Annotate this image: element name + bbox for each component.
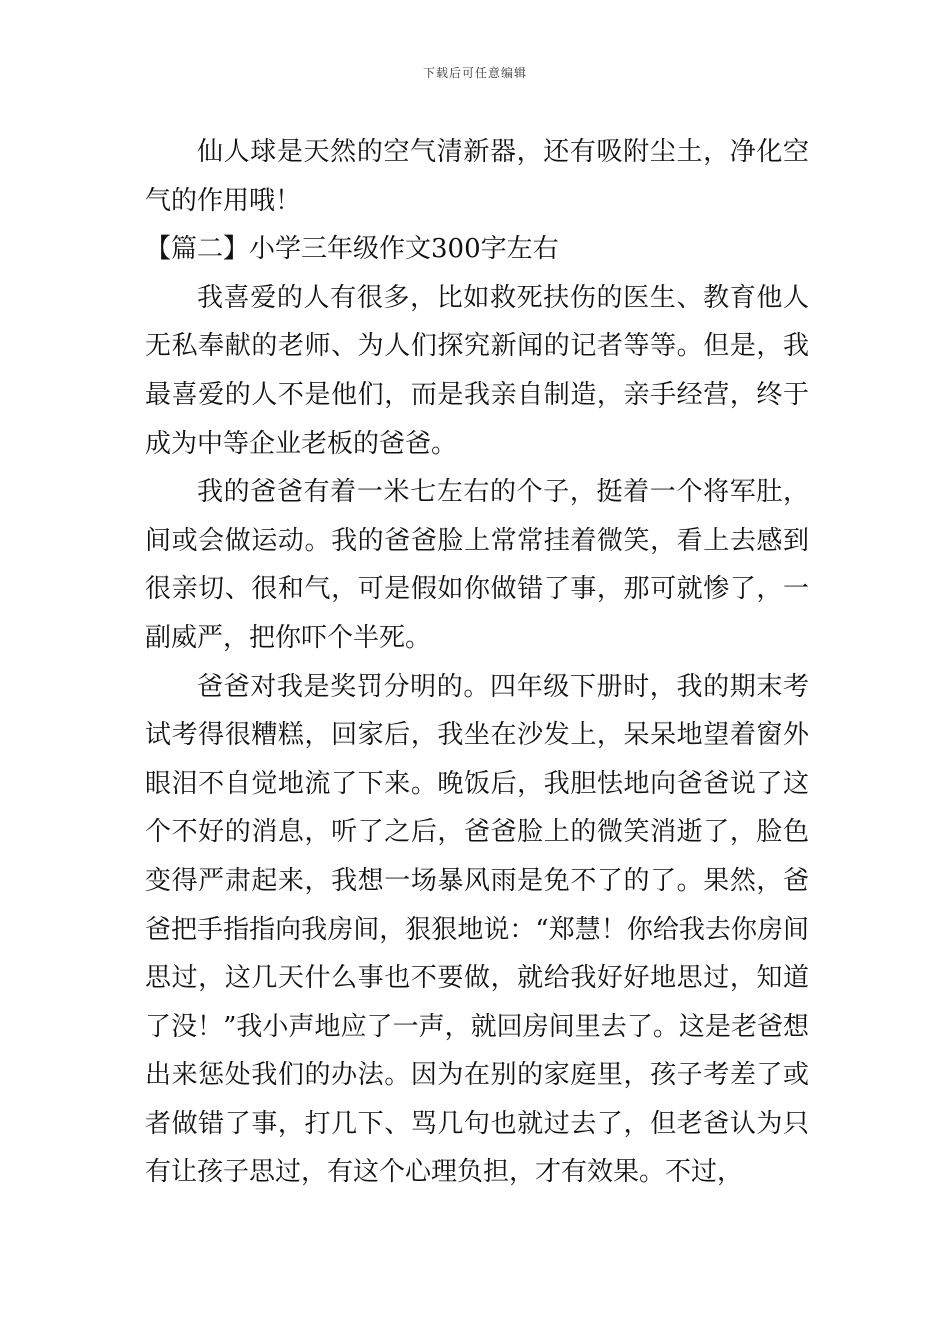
page-header: 下载后可任意编辑 xyxy=(422,66,527,80)
section-heading: 【篇二】小学三年级作文300字左右 xyxy=(145,234,559,265)
paragraph-intro: 我喜爱的人有很多，比如救死扶伤的医生、教育他人无私奉献的老师、为人们探究新闻的记者等等。但是，我最喜爱的人不是他们，而是我亲自制造，亲手经营，终于成为中等企业老板的爸爸。 xyxy=(145,282,809,459)
paragraph-cactus: 仙人球是天然的空气清新器，还有吸附尘土，净化空气的作用哦！ xyxy=(145,137,809,216)
document-body xyxy=(145,128,809,1197)
paragraph-appearance: 我的爸爸有着一米七左右的个子，挺着一个将军肚，间或会做运动。我的爸爸脸上常常挂着微笑，看上去感到很亲切、很和气，可是假如你做错了事，那可就惨了，一副威严，把你吓个半死。 xyxy=(145,477,809,653)
paragraph-story: 爸爸对我是奖罚分明的。四年级下册时，我的期末考试考得很糟糕，回家后，我坐在沙发上，呆呆地望着窗外眼泪不自觉地流了下来。晚饭后，我胆怯地向爸爸说了这个不好的消息，听了之后，爸爸脸上的微笑消逝了，脸色变得严肃起来，我想一场暴风雨是免不了的了。果然，爸爸把手指指向我房间，狠狠地说：“郑慧！你给我去你房间思过，这几天什么事也不要做，就给我好好地思过，知道了没！”我小声地应了一声，就回房间里去了。这是老爸想出来惩处我们的办法。因为在别的家庭里，孩子考差了或者做错了事，打几下、骂几句也就过去了，但老爸认为只有让孩子思过，有这个心理负担，才有效果。不过， xyxy=(145,671,809,1188)
